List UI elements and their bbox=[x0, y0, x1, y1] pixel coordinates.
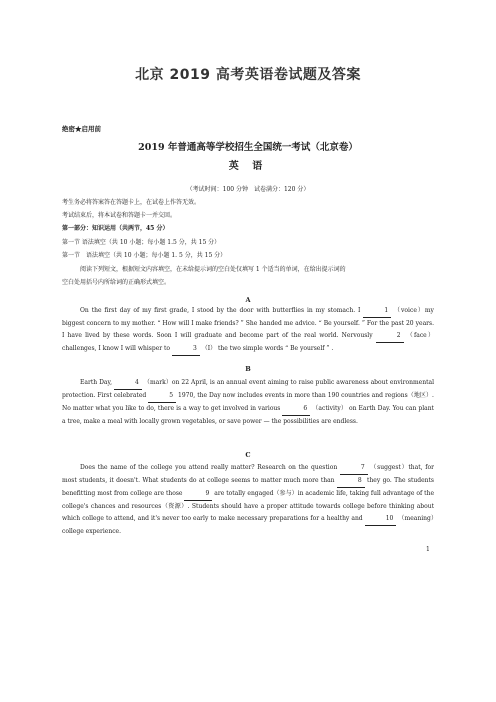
passage-a-text-1: On the first day of my first grade, I stood by the door with butterflies in my stomach. I bbox=[80, 307, 361, 314]
passage-c-text-1: Does the name of the college you attend really matter? Research on the question bbox=[80, 464, 338, 471]
passage-b-text-1: Earth Day, bbox=[80, 379, 112, 386]
page-number: 1 bbox=[426, 546, 430, 553]
blank-5: 5 bbox=[148, 390, 176, 403]
section-heading-repeat: 第一节 语法填空（共 10 小题；每小题 1. 5 分，共 15 分） bbox=[62, 252, 227, 259]
passage-c-text-5: （meaning）college experience. bbox=[62, 515, 434, 535]
passage-a-text-2: （voice）my biggest concern to my mother. “ How will I make friends? ” She handed me advice. “ Be yourself. ” For the past 20 years. I have lived by these words. Soon I will graduate and become part of the real world. Nervously bbox=[62, 307, 434, 339]
blank-8: 8 bbox=[337, 475, 365, 488]
passage-c-text-4: are totally engaged（参与）in academic life, taking full advantage of the college's chances and resources（资源）. Students should have a proper attitude towards college before thinking about which college to attend, and it's never too early to make necessary preparations for a healthy and bbox=[62, 490, 434, 522]
blank-9: 9 bbox=[184, 488, 212, 501]
passage-b-letter: B bbox=[245, 365, 251, 373]
passage-c-text-3: they go. The students benefitting most from college are those bbox=[62, 477, 434, 497]
blank-2: 2 bbox=[376, 330, 404, 343]
notice-1: 考生务必将答案答在答题卡上，在试卷上作答无效。 bbox=[62, 199, 201, 206]
section-heading: 第一节 语法填空（共 10 小题；每小题 1.5 分，共 15 分） bbox=[62, 239, 221, 246]
passage-b-text-4: （activity） on Earth Day. You can plant a tree, make a meal with locally grown vegetables, or save power — the possibilities are endless. bbox=[62, 405, 434, 425]
passage-c-letter: C bbox=[245, 451, 251, 459]
passage-b-text-3: 1970, the Day now includes events in more than 190 countries and regions（地区）. No matter what you like to do, there is a way to get involved in various bbox=[62, 392, 434, 412]
passage-a-text-3: （face） challenges, I know I will whisper to bbox=[62, 332, 434, 352]
blank-7: 7 bbox=[340, 462, 368, 475]
notice-2: 考试结束后，将本试卷和答题卡一并交回。 bbox=[62, 212, 177, 219]
blank-6: 6 bbox=[282, 403, 310, 416]
blank-10: 10 bbox=[365, 513, 397, 526]
exam-meta: （考试时间：100 分钟 试卷满分：120 分） bbox=[186, 186, 310, 193]
passage-c bbox=[62, 462, 434, 538]
passage-c-text-2: （suggest）that, for most students, it doesn't. What students do at college seems to matter much more than bbox=[62, 464, 434, 484]
part-heading: 第一部分：知识运用（共两节，45 分） bbox=[62, 225, 169, 232]
passage-a-letter: A bbox=[245, 296, 251, 304]
blank-3: 3 bbox=[172, 343, 200, 356]
subject-heading: 英 语 bbox=[228, 161, 268, 172]
exam-title: 2019 年普通高等学校招生全国统一考试（北京卷） bbox=[138, 142, 358, 153]
passage-a-text-4: （I） the two simple words “ Be yourself ” . bbox=[201, 345, 334, 352]
secret-label: 绝密★启用前 bbox=[62, 125, 101, 133]
instructions-line-2: 空白处用括号内所给词的正确形式填空。 bbox=[62, 279, 171, 286]
blank-1: 1 bbox=[363, 305, 391, 318]
blank-4: 4 bbox=[114, 377, 142, 390]
instructions-line-1: 阅读下列短文，根据短文内容填空，在未给提示词的空白处仅填写 1 个适当的单词，在给出提示词的 bbox=[80, 266, 346, 273]
passage-b-text-2: （mark）on 22 April, is an annual event aiming to raise public awareness about environmental protection. First celebrated bbox=[62, 379, 434, 399]
passage-b bbox=[62, 377, 434, 428]
passage-a bbox=[62, 305, 434, 356]
document-title: 北京 2019 高考英语卷试题及答案 bbox=[135, 67, 361, 83]
